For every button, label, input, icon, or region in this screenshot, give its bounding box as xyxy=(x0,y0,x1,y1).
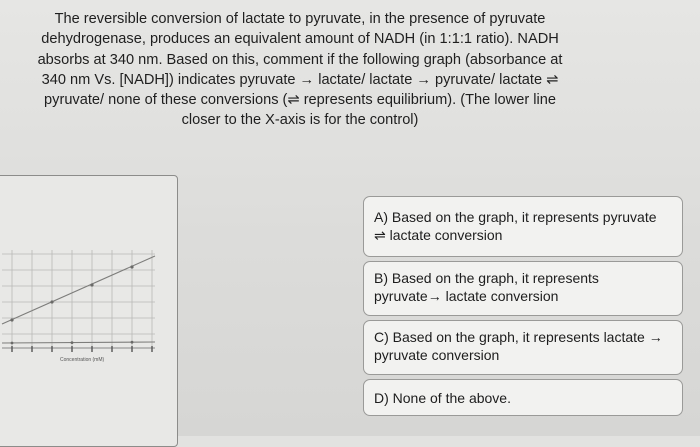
grid xyxy=(2,250,155,348)
question-line: closer to the X-axis is for the control) xyxy=(181,112,419,129)
option-c-button[interactable] xyxy=(363,320,683,375)
question-line: 340 nm Vs. [NADH]) indicates pyruvate → lactate/ lactate → pyruvate/ lactate ⇌ xyxy=(41,71,559,88)
option-d-button[interactable] xyxy=(363,379,683,416)
option-b-line-2: pyruvate→ lactate conversion xyxy=(374,288,559,304)
x-ticks xyxy=(12,346,152,352)
option-a-button[interactable] xyxy=(363,196,683,257)
question-line: The reversible conversion of lactate to pyruvate, in the presence of pyruvate xyxy=(54,11,546,27)
option-c-line-1: C) Based on the graph, it represents lactate → xyxy=(374,329,663,345)
x-axis-label: Concentration (mM) xyxy=(60,357,105,363)
question-line: dehydrogenase, produces an equivalent amount of NADH (in 1:1:1 ratio). NADH xyxy=(41,31,559,48)
option-b-button[interactable] xyxy=(363,261,683,316)
question-line: pyruvate/ none of these conversions (⇌ represents equilibrium). (The lower line xyxy=(44,92,556,109)
question-line: absorbs at 340 nm. Based on this, comment if the following graph (absorbance at xyxy=(37,51,563,68)
option-b-line-1: B) Based on the graph, it represents xyxy=(374,270,599,286)
absorbance-graph xyxy=(0,240,160,370)
option-c-line-2: pyruvate conversion xyxy=(374,347,500,363)
question-text xyxy=(30,9,570,131)
option-a-line-1: A) Based on the graph, it represents pyruvate xyxy=(374,209,657,225)
option-d-line-1: D) None of the above. xyxy=(374,390,511,406)
option-a-line-2: ⇌ lactate conversion xyxy=(374,227,503,243)
